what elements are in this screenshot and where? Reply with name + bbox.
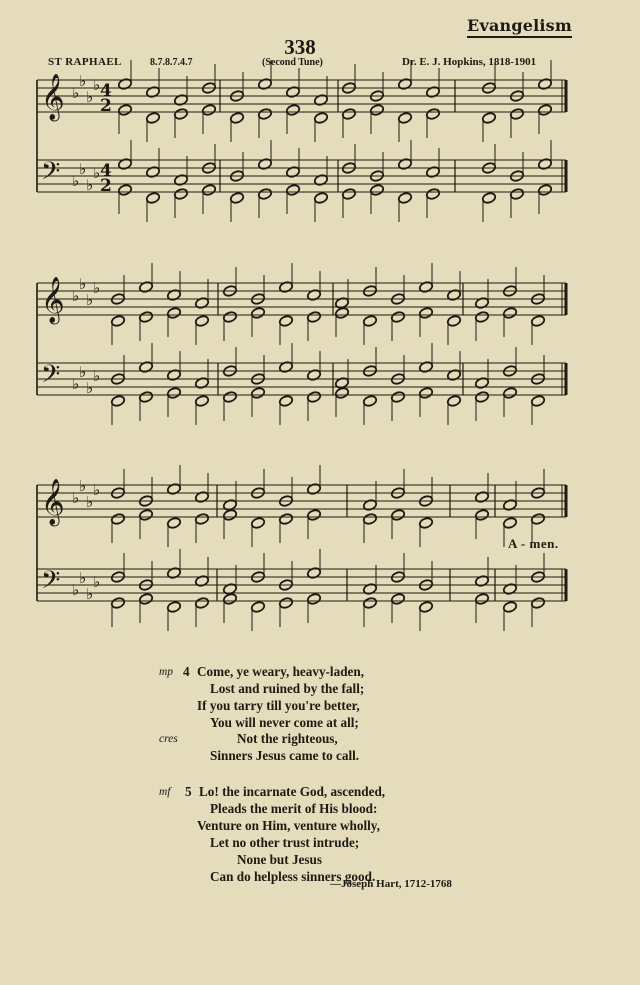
note-head	[446, 395, 461, 408]
flat-icon: ♭	[86, 176, 94, 194]
note-head	[530, 315, 545, 328]
note-head	[138, 593, 153, 606]
verse-5-number: 5	[185, 784, 192, 799]
flat-icon: ♭	[86, 88, 94, 106]
verse-5-line-3: Venture on Him, venture wholly,	[197, 818, 380, 833]
note-head	[341, 188, 356, 201]
note-head	[117, 104, 132, 117]
note-head	[173, 108, 188, 121]
tune-note: (Second Tune)	[262, 57, 323, 68]
flat-icon: ♭	[86, 291, 94, 309]
flat-icon: ♭	[79, 477, 87, 495]
note-head	[481, 112, 496, 125]
note-head	[110, 395, 125, 408]
note-head	[397, 192, 412, 205]
flat-icon: ♭	[86, 379, 94, 397]
note-head	[502, 517, 517, 530]
bass-clef-icon: 𝄢	[41, 157, 61, 192]
time-signature: 2	[100, 96, 112, 116]
bass-clef-icon: 𝄢	[41, 360, 61, 395]
note-head	[278, 513, 293, 526]
flat-icon: ♭	[93, 367, 101, 385]
verse-5-line-6: Can do helpless sinners good.	[210, 869, 376, 884]
note-head	[194, 513, 209, 526]
note-head	[250, 601, 265, 614]
note-head	[446, 315, 461, 328]
note-head	[278, 597, 293, 610]
note-head	[278, 395, 293, 408]
note-head	[425, 108, 440, 121]
author: —Joseph Hart, 1712-1768	[330, 878, 452, 890]
time-signature: 2	[100, 176, 112, 196]
note-head	[194, 597, 209, 610]
verse-4-line-4: You will never come at all;	[210, 715, 359, 730]
note-head	[278, 315, 293, 328]
verse-4-line-6: Sinners Jesus came to call.	[210, 748, 360, 763]
flat-icon: ♭	[72, 172, 80, 190]
note-head	[418, 307, 433, 320]
note-head	[397, 112, 412, 125]
note-head	[145, 112, 160, 125]
note-head	[334, 307, 349, 320]
note-head	[390, 311, 405, 324]
note-head	[250, 517, 265, 530]
verse-4-line-1: Come, ye weary, heavy-laden,	[197, 664, 365, 679]
note-head	[502, 601, 517, 614]
flat-icon: ♭	[72, 489, 80, 507]
note-head	[306, 311, 321, 324]
flat-icon: ♭	[79, 160, 87, 178]
note-head	[474, 509, 489, 522]
flat-icon: ♭	[93, 76, 101, 94]
verse-5-line-5: None but Jesus	[237, 852, 323, 867]
note-head	[306, 593, 321, 606]
verse-4-line-3: If you tarry till you're better,	[197, 698, 360, 713]
note-head	[418, 517, 433, 530]
time-signature: 4	[100, 161, 112, 181]
note-head	[257, 108, 272, 121]
note-head	[390, 391, 405, 404]
verse-4-cres: cres	[159, 733, 178, 745]
note-head	[117, 184, 132, 197]
note-head	[509, 188, 524, 201]
note-head	[110, 513, 125, 526]
treble-clef-icon: 𝄞	[41, 74, 65, 120]
amen-text: A - men.	[508, 536, 559, 551]
flat-icon: ♭	[79, 72, 87, 90]
flat-icon: ♭	[79, 363, 87, 381]
note-head	[474, 311, 489, 324]
time-signature: 4	[100, 81, 112, 101]
note-head	[334, 387, 349, 400]
flat-icon: ♭	[79, 569, 87, 587]
note-head	[369, 104, 384, 117]
note-head	[537, 184, 552, 197]
note-head	[285, 104, 300, 117]
note-head	[362, 395, 377, 408]
note-head	[502, 307, 517, 320]
note-head	[306, 509, 321, 522]
verse-5-line-4: Let no other trust intrude;	[210, 835, 360, 850]
note-head	[194, 315, 209, 328]
verse-4-line-5: Not the righteous,	[237, 731, 338, 746]
flat-icon: ♭	[72, 287, 80, 305]
note-head	[418, 387, 433, 400]
note-head	[166, 387, 181, 400]
flat-icon: ♭	[93, 279, 101, 297]
note-head	[369, 184, 384, 197]
flat-icon: ♭	[93, 481, 101, 499]
flat-icon: ♭	[86, 493, 94, 511]
note-head	[250, 387, 265, 400]
note-head	[530, 513, 545, 526]
flat-icon: ♭	[79, 275, 87, 293]
note-head	[201, 184, 216, 197]
note-head	[418, 601, 433, 614]
note-head	[390, 509, 405, 522]
note-head	[530, 395, 545, 408]
note-head	[425, 188, 440, 201]
note-head	[362, 597, 377, 610]
note-head	[313, 112, 328, 125]
note-head	[173, 188, 188, 201]
section-title: Evangelism	[467, 16, 572, 38]
bass-clef-icon: 𝄢	[41, 566, 61, 601]
note-head	[222, 391, 237, 404]
note-head	[313, 192, 328, 205]
treble-clef-icon: 𝄞	[41, 277, 65, 323]
note-head	[530, 597, 545, 610]
verse-5-line-1: Lo! the incarnate God, ascended,	[199, 784, 386, 799]
note-head	[229, 192, 244, 205]
note-head	[474, 593, 489, 606]
flat-icon: ♭	[86, 585, 94, 603]
verse-5-dynamic: mf	[159, 786, 171, 798]
note-head	[250, 307, 265, 320]
note-head	[502, 387, 517, 400]
note-head	[166, 601, 181, 614]
note-head	[257, 188, 272, 201]
note-head	[285, 184, 300, 197]
note-head	[481, 192, 496, 205]
note-head	[110, 315, 125, 328]
note-head	[474, 391, 489, 404]
treble-clef-icon: 𝄞	[41, 479, 65, 525]
note-head	[509, 108, 524, 121]
note-head	[537, 104, 552, 117]
note-head	[222, 311, 237, 324]
flat-icon: ♭	[72, 375, 80, 393]
note-head	[222, 509, 237, 522]
note-head	[362, 513, 377, 526]
note-head	[138, 391, 153, 404]
note-head	[229, 112, 244, 125]
flat-icon: ♭	[93, 573, 101, 591]
note-head	[390, 593, 405, 606]
note-head	[341, 108, 356, 121]
note-head	[166, 517, 181, 530]
note-head	[145, 192, 160, 205]
flat-icon: ♭	[72, 84, 80, 102]
tune-name: ST RAPHAEL	[48, 56, 122, 68]
hymn-number: 338	[284, 35, 316, 59]
meter: 8.7.8.7.4.7	[150, 57, 193, 68]
note-head	[110, 597, 125, 610]
flat-icon: ♭	[93, 164, 101, 182]
flat-icon: ♭	[72, 581, 80, 599]
note-head	[306, 391, 321, 404]
note-head	[362, 315, 377, 328]
composer: Dr. E. J. Hopkins, 1818-1901	[402, 56, 537, 68]
note-head	[201, 104, 216, 117]
verse-4-line-2: Lost and ruined by the fall;	[210, 681, 365, 696]
note-head	[138, 311, 153, 324]
verse-4-dynamic: mp	[159, 666, 174, 678]
verse-4-number: 4	[183, 664, 190, 679]
note-head	[138, 509, 153, 522]
note-head	[222, 593, 237, 606]
note-head	[166, 307, 181, 320]
verse-5-line-2: Pleads the merit of His blood:	[210, 801, 378, 816]
note-head	[194, 395, 209, 408]
